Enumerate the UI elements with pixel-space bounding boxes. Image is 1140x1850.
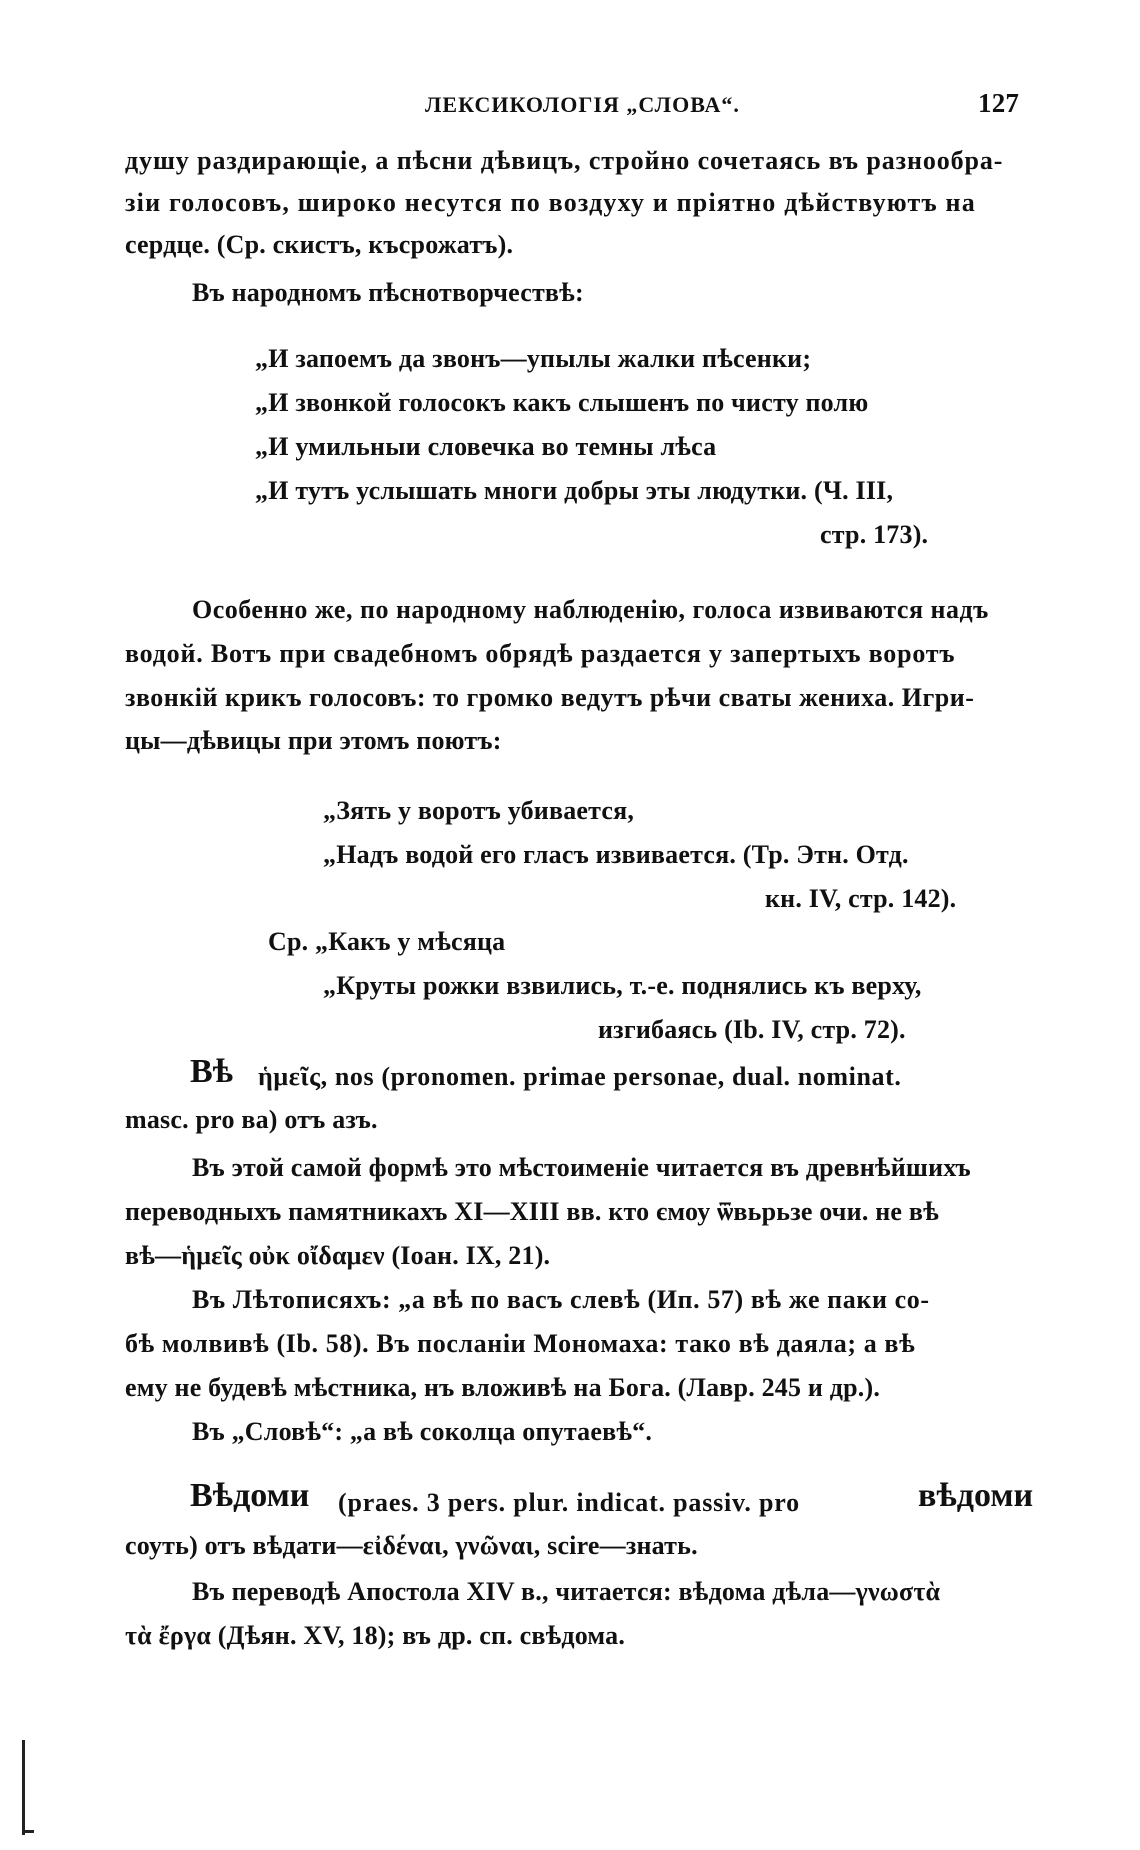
entry-headword: вѣдоми (918, 1477, 1034, 1514)
verse-line: „И тутъ услышать многи добры эты людутки. (Ч. III, (255, 476, 894, 505)
verse-line: Ср. „Какъ у мѣсяца (268, 927, 506, 956)
text-line: бѣ молвивѣ (Ib. 58). Въ посланіи Мономаха: тако вѣ даяла; а вѣ (125, 1329, 916, 1358)
text-line: сердце. (Ср. скистъ, късрожатъ). (125, 230, 514, 259)
text-line: ему не будевѣ мѣстника, нъ вложивѣ на Бога. (Лавр. 245 и др.). (125, 1373, 881, 1402)
verse-line: „И умильныи словечка во темны лѣса (255, 432, 717, 461)
margin-line-mark (22, 1740, 25, 1835)
text-line: звонкій крикъ голосовъ: то громко ведутъ рѣчи сваты жениха. Игри- (125, 683, 975, 712)
text-line: τὰ ἔργα (Дѣян. XV, 18); въ др. сп. свѣдома. (125, 1621, 626, 1650)
text-line: Въ народномъ пѣснотворчествѣ: (192, 278, 584, 307)
text-line: Въ этой самой формѣ это мѣстоименіе читается въ древнѣйшихъ (192, 1153, 971, 1182)
entry-headword: Вѣдоми (190, 1477, 310, 1514)
text-line: Въ „Словѣ“: „а вѣ соколца опутаевѣ“. (192, 1417, 653, 1446)
text-line: переводныхъ памятникахъ XI—XIII вв. кто ємоу ѿвьрьзе очи. не вѣ (125, 1197, 939, 1226)
text-line: (praes. 3 pers. plur. indicat. passiv. pro (338, 1488, 800, 1517)
verse-line: кн. IV, стр. 142). (765, 884, 957, 913)
verse-line: „Зять у воротъ убивается, (323, 796, 635, 825)
text-line: Особенно же, по народному наблюденію, голоса извиваются надъ (192, 595, 989, 624)
verse-line: изгибаясь (Ib. IV, стр. 72). (598, 1015, 906, 1044)
verse-line: стр. 173). (820, 520, 929, 549)
verse-line: „Круты рожки взвились, т.-е. поднялись къ верху, (323, 971, 922, 1000)
text-line: masc. pro ва) отъ азъ. (125, 1105, 378, 1134)
margin-tick-mark (22, 1830, 34, 1833)
text-line: Въ Лѣтописяхъ: „а вѣ по васъ слевѣ (Ип. 57) вѣ же паки со- (192, 1285, 930, 1314)
text-line: цы—дѣвицы при этомъ поютъ: (125, 726, 502, 755)
text-line: Въ переводѣ Апостола XIV в., читается: вѣдома дѣла—γνωστὰ (192, 1577, 941, 1606)
text-line: зіи голосовъ, широко несутся по воздуху и пріятно дѣйствуютъ на (125, 188, 976, 217)
running-header-title: ЛЕКСИКОЛОГІЯ „СЛОВА“. (425, 92, 740, 117)
text-line: водой. Вотъ при свадебномъ обрядѣ раздается у запертыхъ воротъ (125, 639, 956, 668)
verse-line: „И звонкой голосокъ какъ слышенъ по чисту полю (255, 388, 869, 417)
entry-headword: Вѣ (190, 1053, 234, 1090)
verse-line: „И запоемъ да звонъ—упылы жалки пѣсенки; (255, 344, 812, 373)
text-line: соуть) отъ вѣдати—εἰδέναι, γνῶναι, scire—знать. (125, 1531, 698, 1560)
text-line: душу раздирающіе, а пѣсни дѣвицъ, стройно сочетаясь въ разнообра- (125, 146, 1004, 175)
text-line: ἡμεῖς, nos (pronomen. primae personae, dual. nominat. (258, 1062, 902, 1091)
verse-line: „Надъ водой его гласъ извивается. (Тр. Этн. Отд. (323, 840, 909, 869)
page-number: 127 (978, 88, 1020, 118)
text-line: вѣ—ἡμεῖς οὐκ οἴδαμεν (Іоан. IX, 21). (125, 1241, 551, 1270)
